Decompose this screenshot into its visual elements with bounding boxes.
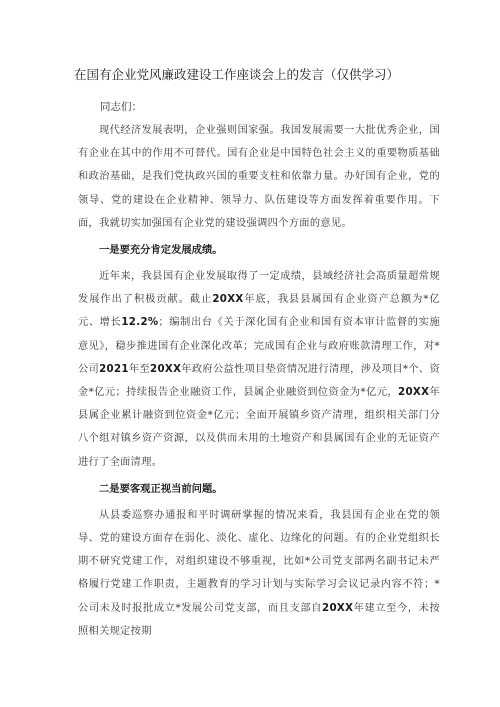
text-run: 近年来，我县国有企业发展取得了一定成绩，县域经济社会高质量超常规发展作出了积极贡献。截止	[78, 271, 440, 306]
salutation: 同志们：	[100, 101, 142, 113]
intro-paragraph: 现代经济发展表明，企业强则国家强。我国发展需要一大批优秀企业，国有企业在其中的作用不可替代。国有企业是中国特色社会主义的重要物质基础和政治基础，是我们党执政兴国的重要支柱和依靠力量。办好国有企业，党的领导、党的建设在企业精神、领导力、队伍建设等方面发挥着重要作用。下面，我就切实加强国有企业党的建设强调四个方面的意见。	[78, 125, 440, 229]
text-run: 年县属企业累计融资到位资金*亿元；全面开展镇乡资产清理，组织相关部门分八个组对镇乡资产资源，以及供而未用的土地资产和县属国有企业的无证资产进行了全面清理。	[78, 387, 440, 468]
bold-run: 2021	[99, 363, 129, 375]
section-heading-2: 二是要客观正视当前问题。	[99, 482, 223, 495]
bold-run: 20XX	[150, 363, 182, 375]
text-run: 从县委巡察办通报和平时调研掌握的情况来看，我县国有企业在党的领导、党的建设方面存在弱化、淡化、虚化、边缘化的问题。有的企业党组织长期不研究党建工作，对组织建设不够重视，比如*公司党支部两名副书记未严格履行党建工作职责，主题教育的学习计划与实际学习会议记录内容不符；*公司未及时报批成立*发展公司党支部，而且支部自	[78, 509, 440, 614]
text-run: 年建立至今，未按照相关规定按期	[78, 602, 440, 637]
bold-run: 20XX	[212, 294, 244, 306]
section-heading-1: 一是要充分肯定发展成绩。	[99, 244, 223, 257]
paragraph-1	[78, 265, 440, 474]
bold-run: 20XX	[322, 602, 354, 614]
text-run: 年至	[128, 363, 150, 375]
document-title: 在国有企业党风廉政建设工作座谈会上的发言（仅供学习）	[74, 67, 400, 82]
bold-run: 20XX	[398, 387, 430, 399]
text-run: 年政府公益性项目垫资情况进行清理，涉及项目*个、资金*亿元；持续报告企业融资工作，县属企业融资到位资金为*亿元，	[78, 363, 441, 399]
text-run: 年底，我县县属国有企业资产总额为*亿元、增长	[78, 294, 440, 329]
text-run: ；编制出台《关于深化国有企业和国有资本审计监督的实施意见》，稳步推进国有企业深化改革；完成国有企业与政府账款清理工作，对*公司	[78, 317, 440, 375]
bold-run: 12.2%	[121, 317, 159, 329]
paragraph-2	[78, 504, 440, 643]
